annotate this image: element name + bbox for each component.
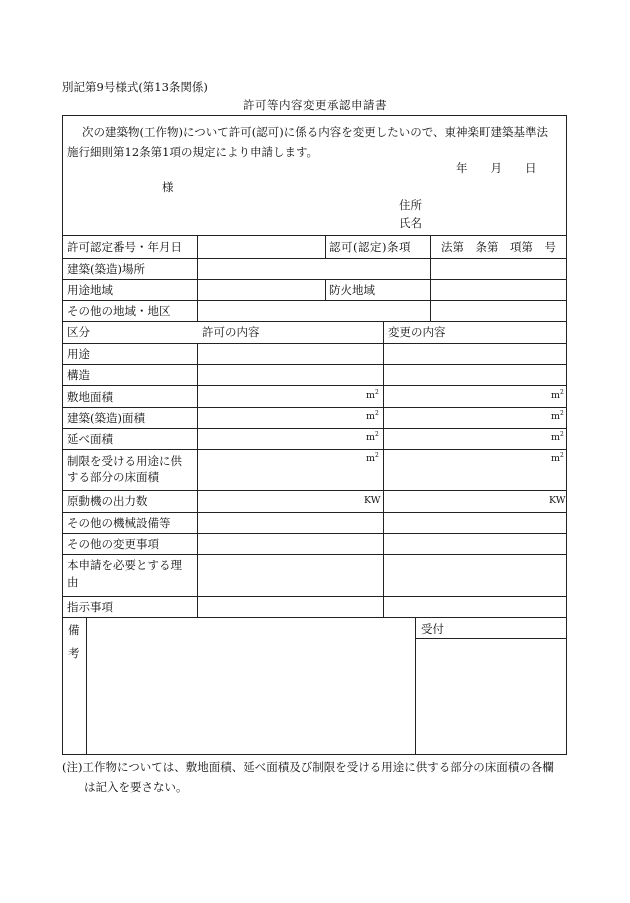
- column-divider: [430, 235, 431, 321]
- row-divider: [63, 279, 566, 280]
- reception-label: 受付: [421, 622, 444, 636]
- row-divider: [63, 490, 566, 491]
- row-divider: [63, 449, 566, 450]
- row-divider: [415, 638, 566, 639]
- column-divider: [325, 235, 326, 258]
- restricted-use-area-label-line-1: 制限を受ける用途に供: [67, 454, 182, 468]
- total-floor-area-permit-unit: $m^2$: [366, 431, 379, 443]
- row-divider: [63, 385, 566, 386]
- row-divider: [63, 258, 566, 259]
- application-form-table: [62, 115, 567, 755]
- address-label: 住所: [399, 198, 422, 212]
- column-divider: [325, 279, 326, 300]
- intro-line-1: 次の建築物(工作物)について許可(認可)に係る内容を変更したいので、東神楽町建築基準法: [82, 125, 548, 139]
- form-number: 別記第9号様式(第13条関係): [62, 80, 208, 94]
- intro-line-2: 施行細則第12条第1項の規定により申請します。: [67, 145, 319, 159]
- total-floor-area-label: 延べ面積: [67, 432, 113, 446]
- addressee-suffix: 様: [162, 180, 174, 194]
- total-floor-area-change-unit: $m^2$: [551, 431, 564, 443]
- date-label: 年 月 日: [456, 161, 537, 175]
- structure-label: 構造: [67, 368, 90, 382]
- site-area-change-unit: $m^2$: [551, 389, 564, 401]
- row-divider: [63, 512, 566, 513]
- permit-number-date-label: 許可認定番号・年月日: [67, 240, 182, 254]
- change-content-header: 変更の内容: [388, 325, 446, 339]
- site-area-label: 敷地面積: [67, 390, 113, 404]
- motor-output-label: 原動機の出力数: [67, 494, 148, 508]
- reason-label-line-1: 本申請を必要とする理: [67, 558, 182, 572]
- row-divider: [63, 617, 566, 618]
- building-location-label: 建築(築造)場所: [67, 262, 145, 276]
- name-label: 氏名: [399, 216, 422, 230]
- clause-format-label: 法第 条第 項第 号: [441, 240, 556, 254]
- row-divider: [63, 343, 566, 344]
- row-divider: [63, 364, 566, 365]
- reason-label-line-2: 由: [67, 575, 79, 589]
- restricted-area-permit-unit: $m^2$: [366, 452, 379, 464]
- footnote-line-2: は記入を要さない。: [84, 780, 188, 794]
- remarks-label-bottom: 考: [68, 646, 80, 660]
- restricted-use-area-label-line-2: する部分の床面積: [67, 470, 159, 484]
- row-divider: [63, 235, 566, 236]
- approval-clause-label: 認可(認定)条項: [329, 240, 411, 254]
- other-changes-label: その他の変更事項: [67, 537, 159, 551]
- column-divider: [415, 617, 416, 755]
- building-area-change-unit: $m^2$: [551, 410, 564, 422]
- column-divider: [197, 235, 198, 321]
- column-divider: [197, 343, 198, 617]
- permit-content-header: 許可の内容: [202, 325, 260, 339]
- instructions-label: 指示事項: [67, 600, 113, 614]
- row-divider: [63, 533, 566, 534]
- fire-district-label: 防火地域: [329, 283, 375, 297]
- motor-output-change-unit: KW: [549, 495, 566, 506]
- footnote-line-1: (注)工作物については、敷地面積、延べ面積及び制限を受ける用途に供する部分の床面積の各欄: [62, 760, 554, 774]
- remarks-label-top: 備: [68, 623, 80, 637]
- use-label: 用途: [67, 347, 90, 361]
- row-divider: [63, 554, 566, 555]
- use-district-label: 用途地域: [67, 283, 113, 297]
- site-area-permit-unit: $m^2$: [366, 389, 379, 401]
- other-equipment-label: その他の機械設備等: [67, 516, 171, 530]
- row-divider: [63, 428, 566, 429]
- row-divider: [63, 321, 566, 322]
- row-divider: [63, 407, 566, 408]
- row-divider: [63, 596, 566, 597]
- restricted-area-change-unit: $m^2$: [551, 452, 564, 464]
- category-header: 区分: [67, 325, 90, 339]
- building-area-permit-unit: $m^2$: [366, 410, 379, 422]
- row-divider: [63, 300, 566, 301]
- motor-output-permit-unit: KW: [364, 495, 381, 506]
- column-divider: [383, 321, 384, 617]
- column-divider: [86, 617, 87, 755]
- other-district-label: その他の地域・地区: [67, 304, 171, 318]
- document-title: 許可等内容変更承認申請書: [243, 98, 387, 112]
- building-area-label: 建築(築造)面積: [67, 411, 145, 425]
